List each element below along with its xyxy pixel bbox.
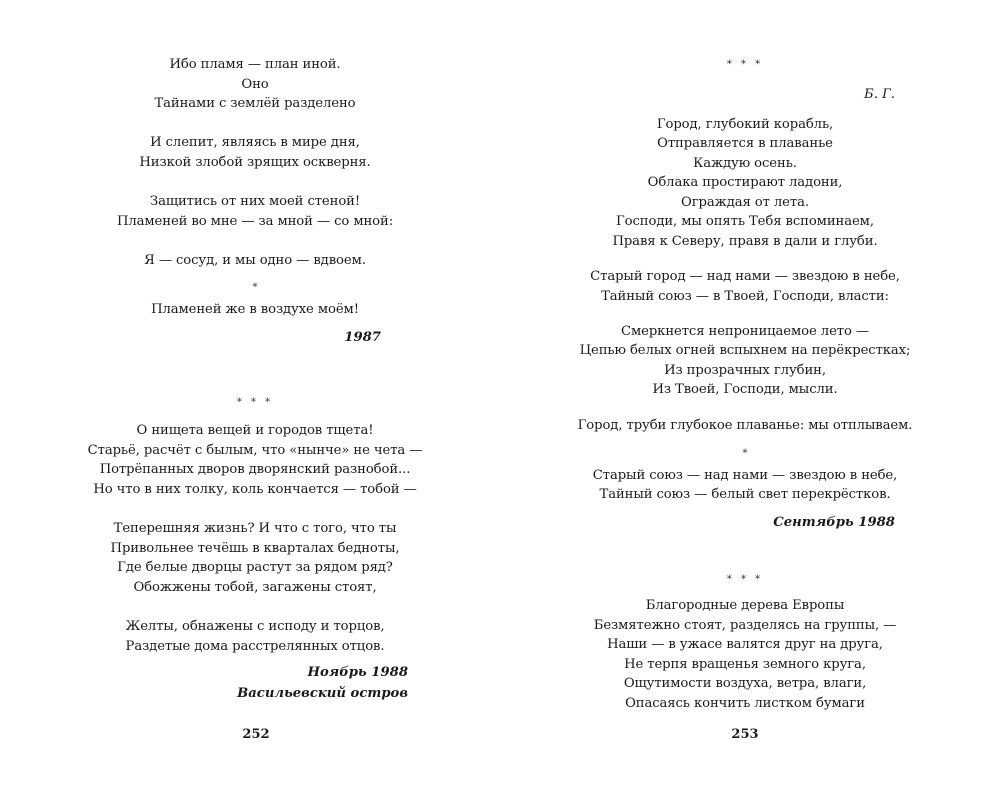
poem-line: Оно xyxy=(241,77,269,92)
poem-line: Защитись от них моей стеной! xyxy=(149,194,361,209)
poem-line: Смеркнется непроницаемое лето — xyxy=(620,324,869,339)
poem-place: Васильевский остров xyxy=(237,686,408,701)
poem-line: Старьё, расчёт с былым, что «нынче» не чета — xyxy=(87,443,423,458)
poem-line: Обожжены тобой, загажены стоят, xyxy=(133,580,377,595)
poem-line: Привольнее течёшь в кварталах бедноты, xyxy=(110,541,400,556)
section-mark: * xyxy=(252,282,258,293)
poem-line: Господи, мы опять Тебя вспоминаем, xyxy=(616,214,874,229)
page-number: 253 xyxy=(731,727,759,742)
poem-line: Наши — в ужасе валятся друг на друга, xyxy=(607,637,883,652)
poem-line: Из прозрачных глубин, xyxy=(664,363,826,378)
poem-line: Каждую осень. xyxy=(693,156,797,171)
dedication: Б. Г. xyxy=(864,87,895,102)
poem-date: 1987 xyxy=(344,330,381,345)
section-mark: * xyxy=(742,448,748,459)
poem-line: Пламеней же в воздухе моём! xyxy=(151,302,359,317)
poem-line: Старый город — над нами — звездою в небе, xyxy=(590,269,900,284)
poem-line: Правя к Северу, правя в дали и глуби. xyxy=(612,234,878,249)
poem-separator: * * * xyxy=(726,574,764,585)
poem-line: Я — сосуд, и мы одно — вдвоем. xyxy=(144,253,366,268)
poem-line: Благородные дерева Европы xyxy=(645,598,845,613)
poem-line: Потрёпанных дворов дворянский разнобой... xyxy=(99,462,411,477)
poem-line: О нищета вещей и городов тщета! xyxy=(136,423,374,438)
poem-line: Желты, обнажены с исподу и торцов, xyxy=(125,619,385,634)
poem-line: И слепит, являясь в мире дня, xyxy=(150,135,360,150)
poem-line: Где белые дворцы растут за рядом ряд? xyxy=(117,560,393,575)
page-number: 252 xyxy=(242,727,270,742)
poem-line: Отправляется в плаванье xyxy=(657,136,833,151)
poem-line: Безмятежно стоят, разделясь на группы, — xyxy=(593,618,897,633)
right-page xyxy=(500,0,1000,800)
poem-line: Но что в них толку, коль кончается — тобой — xyxy=(93,482,417,497)
poem-line: Ограждая от лета. xyxy=(681,195,809,210)
poem-separator: * * * xyxy=(726,59,764,70)
poem-separator: * * * xyxy=(236,397,274,408)
poem-line: Ибо пламя — план иной. xyxy=(169,57,341,72)
poem-line: Опасаясь кончить листком бумаги xyxy=(625,696,865,711)
poem-line: Тайнами с землёй разделено xyxy=(154,96,356,111)
poem-line: Цепью белых огней вспыхнем на перёкрестках; xyxy=(579,343,911,358)
poem-line: Облака простирают ладони, xyxy=(647,175,843,190)
poem-line: Город, труби глубокое плаванье: мы отплываем. xyxy=(577,418,913,433)
poem-line: Низкой злобой зрящих оскверня. xyxy=(139,155,371,170)
poem-line: Раздетые дома расстрелянных отцов. xyxy=(125,639,385,654)
right-text-block xyxy=(500,0,990,800)
poem-date: Сентябрь 1988 xyxy=(773,515,895,530)
poem-line: Не терпя вращенья земного круга, xyxy=(624,657,866,672)
poem-line: Пламеней во мне — за мной — со мной: xyxy=(116,214,394,229)
poem-line: Город, глубокий корабль, xyxy=(656,117,834,132)
poem-date: Ноябрь 1988 xyxy=(307,665,408,680)
poem-line: Тайный союз — белый свет перекрёстков. xyxy=(599,487,891,502)
poem-line: Ощутимости воздуха, ветра, влаги, xyxy=(623,676,867,691)
poem-line: Старый союз — над нами — звездою в небе, xyxy=(592,468,898,483)
poem-line: Из Твоей, Господи, мысли. xyxy=(652,382,838,397)
poem-line: Теперешняя жизнь? И что с того, что ты xyxy=(113,521,397,536)
poem-line: Тайный союз — в Твоей, Господи, власти: xyxy=(601,289,889,304)
